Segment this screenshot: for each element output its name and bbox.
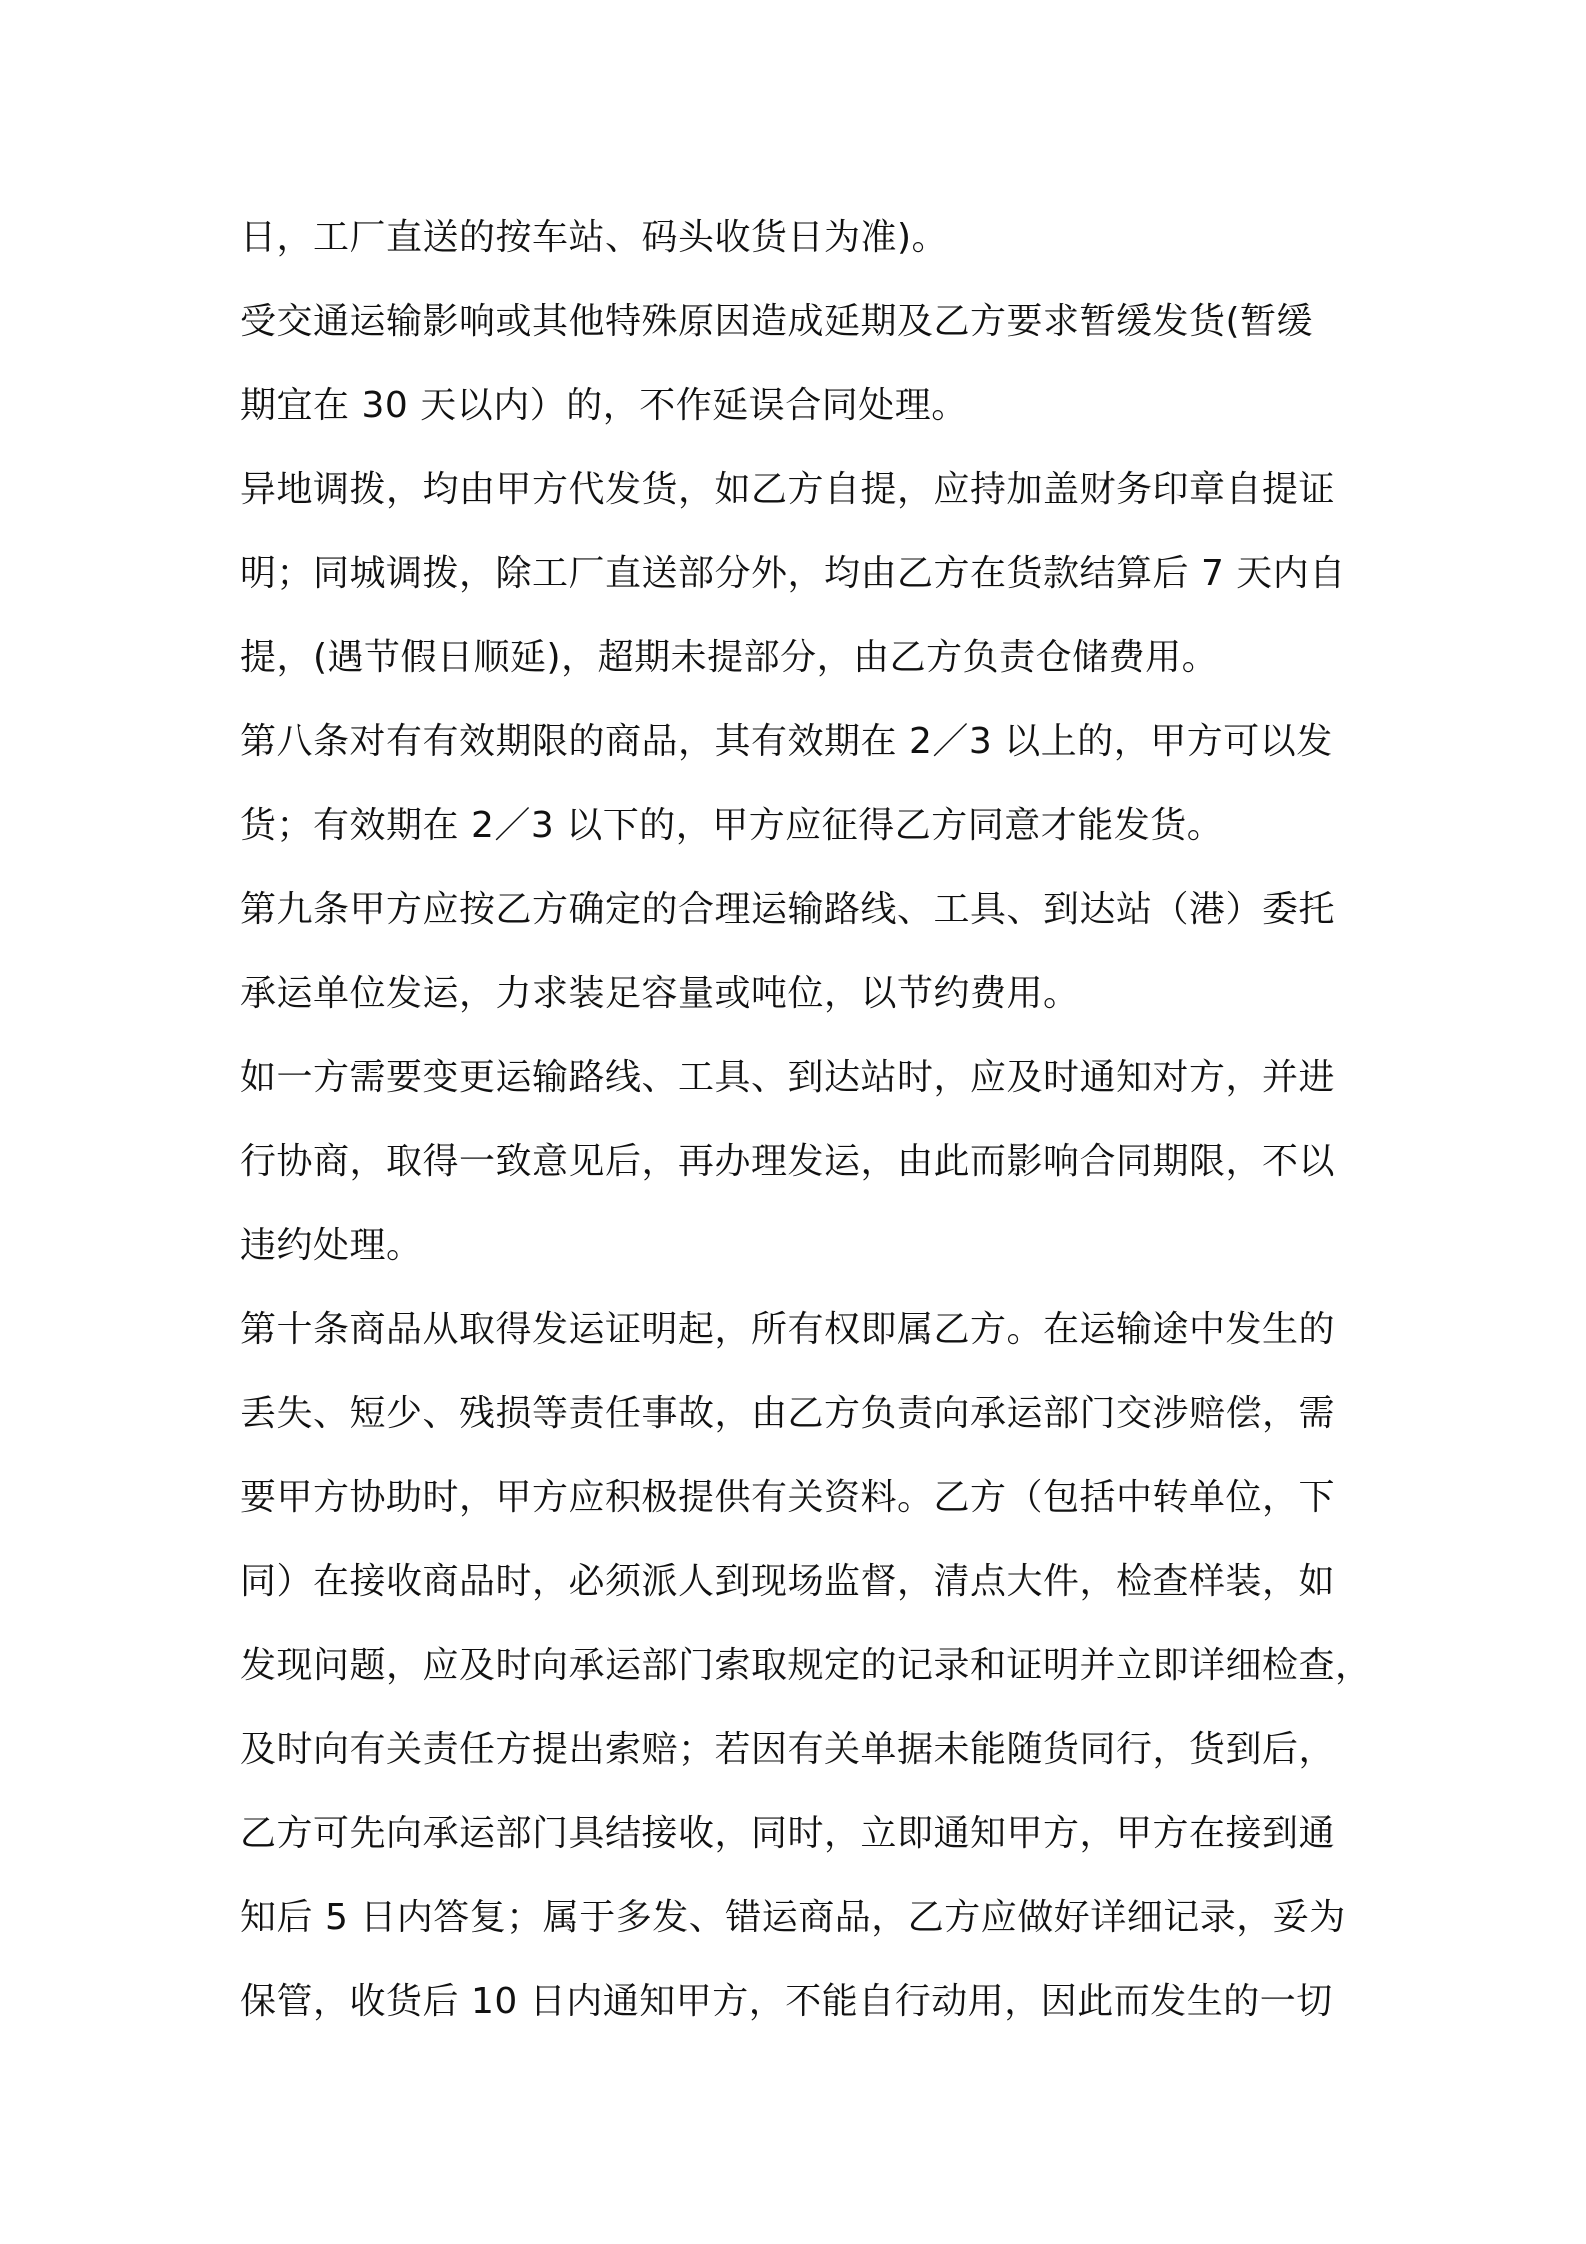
text-line: 第八条对有有效期限的商品，其有效期在 2／3 以上的，甲方可以发 xyxy=(240,721,1333,762)
text-line: 及时向有关责任方提出索赔；若因有关单据未能随货同行，货到后， xyxy=(240,1729,1336,1770)
text-line: 行协商，取得一致意见后，再办理发运，由此而影响合同期限，不以 xyxy=(240,1141,1336,1182)
text-line: 提，(遇节假日顺延)，超期未提部分，由乙方负责仓储费用。 xyxy=(240,637,1219,678)
text-line: 承运单位发运，力求装足容量或吨位，以节约费用。 xyxy=(240,973,1080,1014)
text-line: 日，工厂直送的按车站、码头收货日为准)。 xyxy=(240,217,949,258)
text-line: 乙方可先向承运部门具结接收，同时，立即通知甲方，甲方在接到通 xyxy=(240,1813,1336,1854)
text-line: 丢失、短少、残损等责任事故，由乙方负责向承运部门交涉赔偿，需 xyxy=(240,1393,1336,1434)
text-line: 明；同城调拨，除工厂直送部分外，均由乙方在货款结算后 7 天内自 xyxy=(240,553,1346,594)
contract-text xyxy=(240,196,1370,2044)
text-line: 发现问题，应及时向承运部门索取规定的记录和证明并立即详细检查， xyxy=(240,1645,1372,1686)
text-line: 保管，收货后 10 日内通知甲方，不能自行动用，因此而发生的一切 xyxy=(240,1981,1333,2022)
text-line: 要甲方协助时，甲方应积极提供有关资料。乙方（包括中转单位，下 xyxy=(240,1477,1336,1518)
text-line: 异地调拨，均由甲方代发货，如乙方自提，应持加盖财务印章自提证 xyxy=(240,469,1336,510)
text-line: 同）在接收商品时，必须派人到现场监督，清点大件，检查样装，如 xyxy=(240,1561,1336,1602)
text-line: 违约处理。 xyxy=(240,1225,423,1266)
text-line: 如一方需要变更运输路线、工具、到达站时，应及时通知对方，并进 xyxy=(240,1057,1336,1098)
text-line: 第十条商品从取得发运证明起，所有权即属乙方。在运输途中发生的 xyxy=(240,1309,1336,1350)
text-line: 货；有效期在 2／3 以下的，甲方应征得乙方同意才能发货。 xyxy=(240,805,1224,846)
text-line: 受交通运输影响或其他特殊原因造成延期及乙方要求暂缓发货(暂缓 xyxy=(240,301,1314,342)
text-line: 知后 5 日内答复；属于多发、错运商品，乙方应做好详细记录，妥为 xyxy=(240,1897,1346,1938)
text-line: 第九条甲方应按乙方确定的合理运输路线、工具、到达站（港）委托 xyxy=(240,889,1336,930)
text-line: 期宜在 30 天以内）的，不作延误合同处理。 xyxy=(240,385,968,426)
